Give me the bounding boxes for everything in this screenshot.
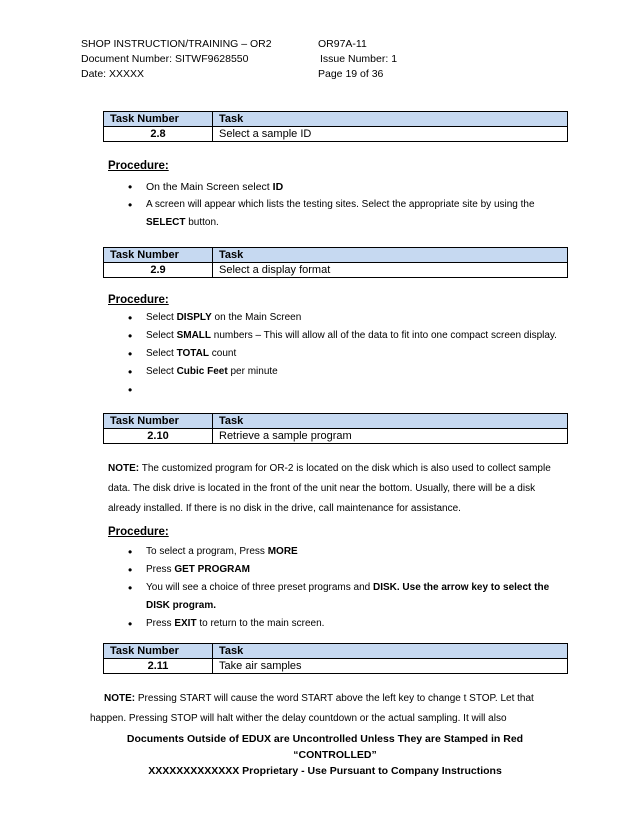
task-table xyxy=(103,643,568,674)
list-item: • Press EXIT to return to the main screen. xyxy=(124,615,564,633)
list-item: • To select a program, Press MORE xyxy=(124,543,564,561)
task-header: Task xyxy=(213,112,568,127)
task-number: 2.10 xyxy=(104,429,213,444)
procedure-heading: Procedure: xyxy=(108,160,169,172)
task-number-header: Task Number xyxy=(104,414,213,429)
task-number-header: Task Number xyxy=(104,248,213,263)
task-name: Take air samples xyxy=(213,659,568,674)
task-table-row xyxy=(104,127,568,142)
task-table xyxy=(103,111,568,142)
task-header: Task xyxy=(213,644,568,659)
task-header: Task xyxy=(213,248,568,263)
task-number: 2.8 xyxy=(104,127,213,142)
note-paragraph xyxy=(108,459,568,519)
list-item: • You will see a choice of three preset programs and DISK. Use the arrow key to select the DISK program. xyxy=(124,579,564,615)
list-item: • Select TOTAL count xyxy=(124,345,564,363)
task-number-header: Task Number xyxy=(104,112,213,127)
task-table xyxy=(103,247,568,278)
procedure-list xyxy=(124,178,564,232)
procedure-list xyxy=(124,309,564,381)
header-code: OR97A-11 xyxy=(318,38,367,50)
footer-line: XXXXXXXXXXXXX Proprietary - Use Pursuant to Company Instructions xyxy=(148,765,502,777)
footer-line: Documents Outside of EDUX are Uncontrolled Unless They are Stamped in Red xyxy=(126,733,524,745)
task-table-header xyxy=(104,644,568,659)
header-issue-number: Issue Number: 1 xyxy=(320,53,398,65)
note-paragraph xyxy=(90,689,560,729)
task-table-row xyxy=(104,263,568,278)
task-table-header xyxy=(104,248,568,263)
task-number-header: Task Number xyxy=(104,644,213,659)
list-item: • Select DISPLY on the Main Screen xyxy=(124,309,564,327)
list-item: • A screen will appear which lists the testing sites. Select the appropriate site by using the SELECT button. xyxy=(124,196,564,232)
procedure-heading: Procedure: xyxy=(108,526,169,538)
task-name: Retrieve a sample program xyxy=(213,429,568,444)
task-header: Task xyxy=(213,414,568,429)
note-text: The customized program for OR-2 is located on the disk which is also used to collect sample data. The disk drive is located in the front of the unit near the bottom. Usually, there will be a disk already installed. If there is no disk in the drive, call maintenance for assistance. xyxy=(108,463,551,514)
procedure-heading: Procedure: xyxy=(108,294,169,306)
task-table-row xyxy=(104,429,568,444)
list-item: • On the Main Screen select ID xyxy=(124,178,564,196)
task-table-row xyxy=(104,659,568,674)
task-name: Select a display format xyxy=(213,263,568,278)
task-table-header xyxy=(104,112,568,127)
header-left xyxy=(81,37,272,82)
procedure-list xyxy=(124,543,564,633)
task-name: Select a sample ID xyxy=(213,127,568,142)
header-page-number: Page 19 of 36 xyxy=(318,68,384,80)
task-table-header xyxy=(104,414,568,429)
header-right xyxy=(318,37,397,82)
list-item: • Press GET PROGRAM xyxy=(124,561,564,579)
task-number: 2.9 xyxy=(104,263,213,278)
header-document-number: Document Number: SITWF9628550 xyxy=(81,53,249,65)
note-label: NOTE: xyxy=(108,463,140,474)
note-text: Pressing START will cause the word START above the left key to change t STOP. Let that happen. Pressing STOP will halt wither the delay countdown or the actual sampling. It will also xyxy=(90,693,534,724)
footer xyxy=(90,731,560,779)
header-date: Date: XXXXX xyxy=(81,68,145,80)
list-item: • Select SMALL numbers – This will allow all of the data to fit into one compact screen display. xyxy=(124,327,564,345)
note-label: NOTE: xyxy=(104,693,136,704)
list-item: • Select Cubic Feet per minute xyxy=(124,363,564,381)
task-table xyxy=(103,413,568,444)
header-title: SHOP INSTRUCTION/TRAINING – OR2 xyxy=(81,38,272,50)
footer-line: “CONTROLLED” xyxy=(293,749,377,761)
task-number: 2.11 xyxy=(104,659,213,674)
